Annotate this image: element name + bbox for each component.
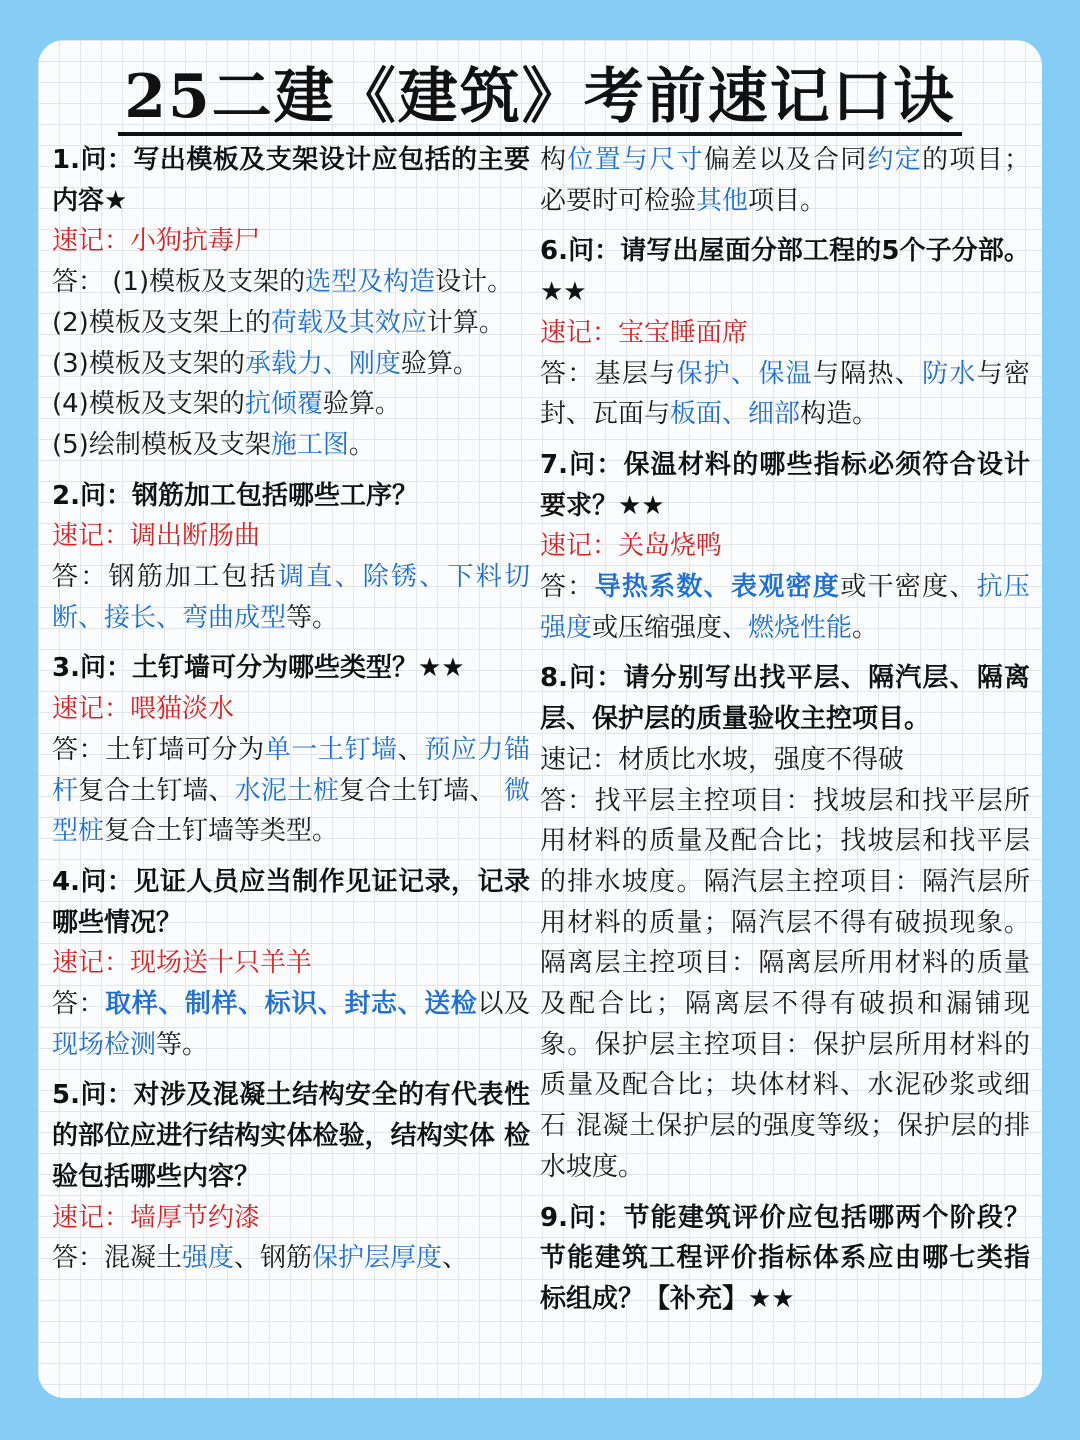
highlight: 抗压强度 <box>540 572 1030 643</box>
question-8: 8.问：请分别写出找平层、隔汽层、隔离层、保护层的质量验收主控项目。 <box>540 663 1030 735</box>
qa-block-2 <box>52 476 530 639</box>
answer-5: 答：混凝土强度、钢筋保护层厚度、 <box>52 1243 469 1274</box>
title-text: 25二建《建筑》考前速记口诀 <box>118 62 962 136</box>
question-9: 9.问：节能建筑评价应包括哪两个阶段？节能建筑工程评价指标体系应由哪七类指标组成？【补充】★★ <box>540 1202 1030 1314</box>
highlight: 取样、制样、标识、封志、送检 <box>105 989 478 1020</box>
answer-1-item-2: (2)模板及支架上的荷载及其效应计算。 <box>52 307 505 338</box>
highlight: 水泥土桩 <box>234 775 340 806</box>
question-4: 4.问：见证人员应当制作见证记录，记录哪些情况？ <box>52 866 530 938</box>
qa-block-6 <box>540 231 1030 435</box>
right-column <box>540 140 1030 1320</box>
answer-4: 答：取样、制样、标识、封志、送检以及现场检测等。 <box>52 989 530 1060</box>
mnemonic-1: 速记：小狗抗毒尸 <box>52 226 261 257</box>
highlight: 施工图 <box>270 429 349 460</box>
note-card <box>38 40 1042 1398</box>
mnemonic-3: 速记：喂猫淡水 <box>52 694 235 725</box>
highlight: 单一土钉墙 <box>264 734 398 765</box>
qa-block-3 <box>52 648 530 852</box>
highlight: 微型桩 <box>52 775 530 847</box>
question-7: 7.问：保温材料的哪些指标必须符合设计要求？★★ <box>540 449 1030 521</box>
page-title <box>38 58 1042 136</box>
highlight: 保护层厚度 <box>312 1243 443 1274</box>
mnemonic-4: 速记：现场送十只羊羊 <box>52 948 313 979</box>
question-5: 5.问：对涉及混凝土结构安全的有代表性的部位应进行结构实体检验，结构实体 检验包括哪些内容？ <box>52 1080 530 1192</box>
question-3: 3.问：土钉墙可分为哪些类型？★★ <box>52 653 465 684</box>
answer-8: 答：找平层主控项目：找坡层和找平层所用材料的质量及配合比；找坡层和找平层的排水坡度。隔汽层主控项目：隔汽层所用材料的质量；隔汽层不得有破损现象。隔离层主控项目：隔离层所用材料的质量及配合比；隔离层不得有破损和漏铺现象。保护层主控项目：保护层所用材料的质量及配合比；块体材料、水泥砂浆或细石 混凝土保护层的强度等级；保护层的排水坡度。 <box>540 785 1030 1182</box>
highlight: 荷载及其效应 <box>270 307 427 338</box>
mnemonic-7: 速记：关岛烧鸭 <box>540 531 723 562</box>
answer-7: 答：导热系数、表观密度或干密度、抗压强度或压缩强度、燃烧性能。 <box>540 572 1030 643</box>
answer-5-continued: 构位置与尺寸偏差以及合同约定的项目； 必要时可检验其他项目。 <box>540 145 1030 216</box>
qa-block-7 <box>540 445 1030 649</box>
mnemonic-2: 速记：调出断肠曲 <box>52 521 261 552</box>
highlight: 选型及构造 <box>305 267 436 298</box>
highlight: 保护 <box>676 358 732 389</box>
highlight: 刚度 <box>348 348 401 379</box>
answer-1-item-5: (5)绘制模板及支架施工图。 <box>52 429 375 460</box>
mnemonic-8: 速记：材质比水坡，强度不得破 <box>540 744 905 775</box>
left-column <box>52 140 530 1279</box>
question-1: 1.问：写出模板及支架设计应包括的主要内容★ <box>52 145 530 216</box>
highlight: 承载力 <box>244 348 323 379</box>
highlight: 约定 <box>867 145 923 175</box>
qa-block-5 <box>52 1075 530 1279</box>
answer-3: 答：土钉墙可分为单一土钉墙、预应力锚杆复合土钉墙、水泥土桩复合土钉墙、 微型桩复合土钉墙等类型。 <box>52 734 530 847</box>
highlight: 燃烧性能 <box>748 612 853 643</box>
highlight: 板面 <box>670 399 723 430</box>
highlight: 强度 <box>182 1243 235 1274</box>
highlight: 预应力锚杆 <box>52 734 530 806</box>
highlight: 抗倾覆 <box>244 389 323 420</box>
answer-1-item-3: (3)模板及支架的承载力、刚度验算。 <box>52 348 479 379</box>
highlight: 现场检测 <box>52 1029 157 1060</box>
highlight: 调直、除锈、下料切断、接长、弯曲成型 <box>52 562 530 633</box>
question-2: 2.问：钢筋加工包括哪些工序？ <box>52 480 418 511</box>
highlight: 导热系数 <box>594 572 704 603</box>
answer-1-item-1: 答： (1)模板及支架的选型及构造设计。 <box>52 267 514 298</box>
mnemonic-5: 速记：墙厚节约漆 <box>52 1202 261 1233</box>
qa-block-9 <box>540 1198 1030 1320</box>
mnemonic-6: 速记：宝宝睡面席 <box>540 317 749 348</box>
qa-block-8 <box>540 658 1030 1187</box>
answer-6: 答：基层与保护、保温与隔热、防水与密封、瓦面与板面、细部构造。 <box>540 358 1030 430</box>
answer-1-item-4: (4)模板及支架的抗倾覆验算。 <box>52 389 401 420</box>
highlight: 位置与尺寸 <box>567 145 704 175</box>
qa-block-4 <box>52 862 530 1066</box>
highlight: 表观密度 <box>731 572 841 603</box>
highlight: 细部 <box>748 399 801 430</box>
highlight: 其他 <box>696 185 749 216</box>
answer-2: 答：钢筋加工包括调直、除锈、下料切断、接长、弯曲成型等。 <box>52 562 530 633</box>
qa-block-1 <box>52 140 530 466</box>
question-6: 6.问：请写出屋面分部工程的5个子分部。★★ <box>540 236 1030 308</box>
highlight: 保温 <box>758 358 813 389</box>
highlight: 防水 <box>922 358 977 389</box>
